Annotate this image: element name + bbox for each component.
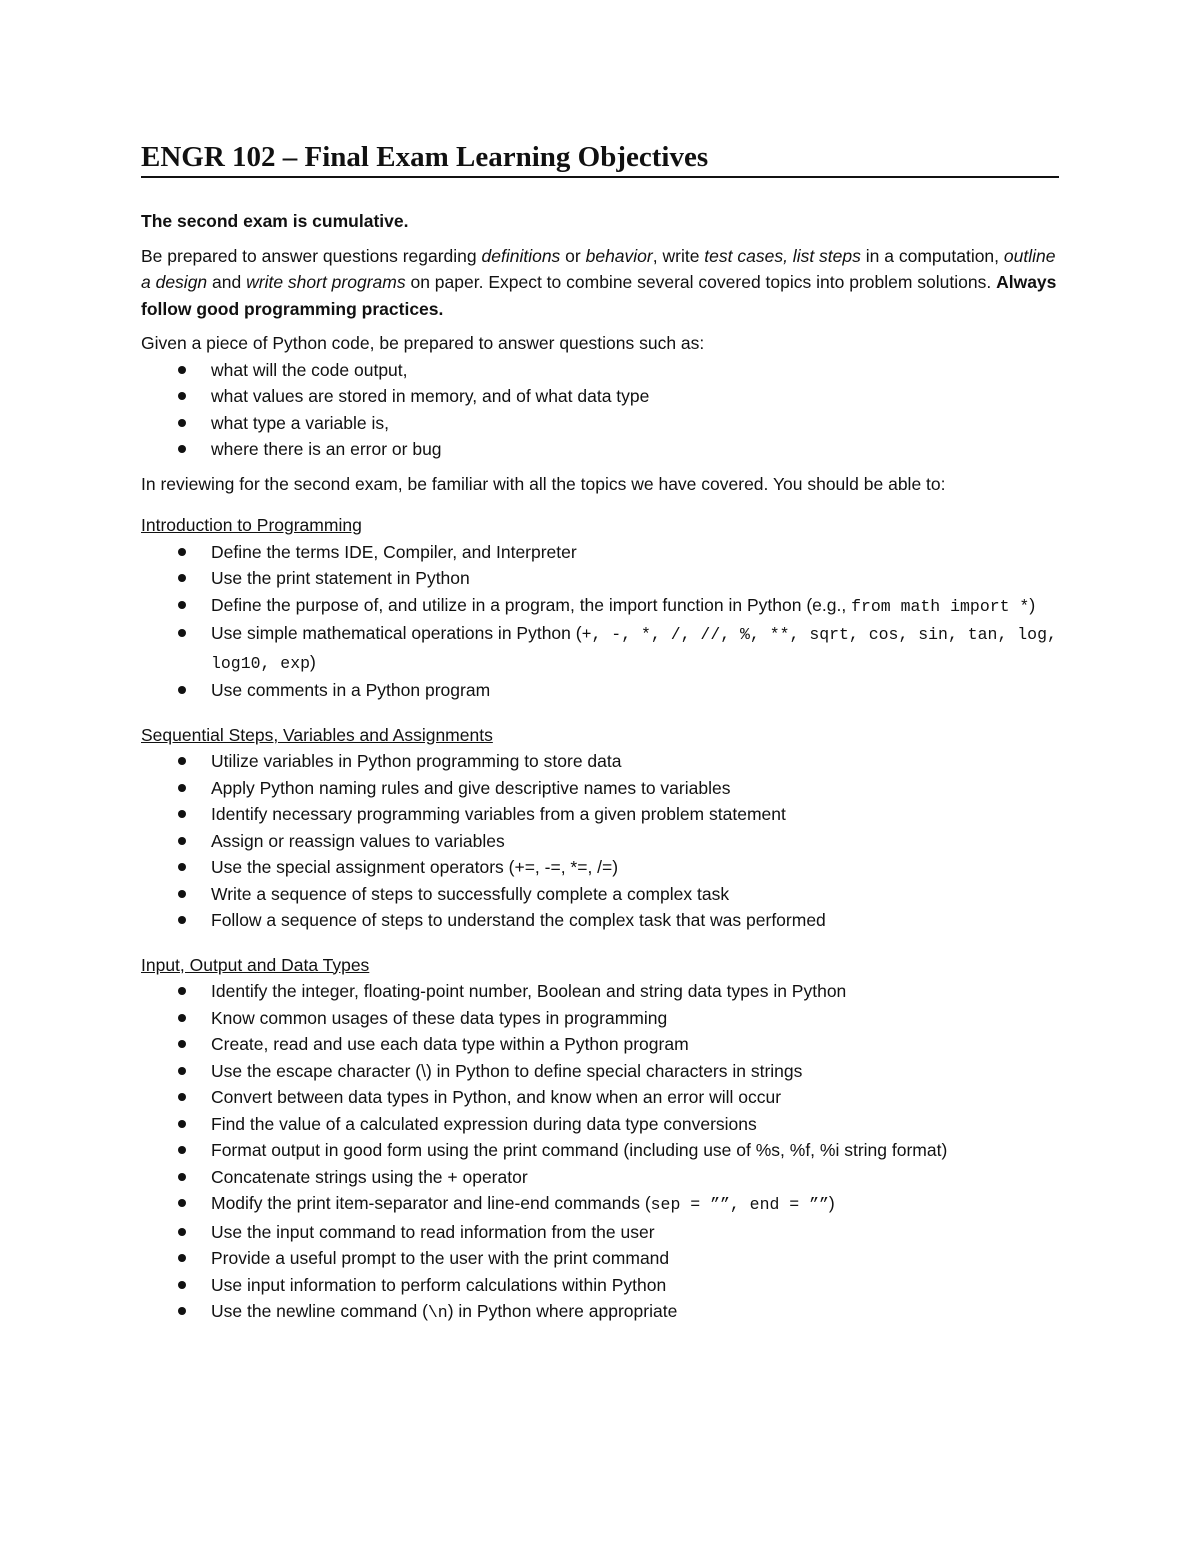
- bullet-icon: [178, 686, 186, 694]
- list-item-text: Define the terms IDE, Compiler, and Interpreter: [211, 541, 577, 562]
- list-item: [141, 383, 1059, 410]
- list-item-text: Convert between data types in Python, and know when an error will occur: [211, 1087, 782, 1107]
- bullet-icon: [178, 916, 186, 924]
- bullet-icon: [178, 601, 186, 609]
- list-item-text: Concatenate strings using the + operator: [211, 1166, 528, 1187]
- list-item-text: Use the input command to read information from the user: [211, 1221, 655, 1242]
- prep-test-cases: test cases, list steps: [704, 245, 861, 266]
- list-item-text: Define the purpose of, and utilize in a program, the import function in Python (e.g.,: [211, 594, 852, 615]
- list-item: [141, 592, 1059, 621]
- list-item: [141, 410, 1059, 437]
- list-item-text: ): [310, 651, 316, 672]
- bullet-icon: [178, 1173, 186, 1181]
- list-item: [141, 1245, 1059, 1272]
- given-intro: Given a piece of Python code, be prepared to answer questions such as:: [141, 333, 705, 353]
- list-item-text: Write a sequence of steps to successfully complete a complex task: [211, 883, 730, 904]
- list-item-text: what will the code output,: [211, 359, 408, 380]
- section-heading-sequential: Sequential Steps, Variables and Assignments: [141, 724, 493, 745]
- list-item: [141, 677, 1059, 704]
- bullet-icon: [178, 1040, 186, 1048]
- list-item-text: what type a variable is,: [211, 412, 390, 433]
- list-item: [141, 1272, 1059, 1299]
- list-item-text: Provide a useful prompt to the user with the print command: [211, 1248, 670, 1268]
- bullet-icon: [178, 1093, 186, 1101]
- cumulative-note: [141, 208, 1059, 235]
- code-snippet: +, -, *, /, //, %, **, sqrt, cos, sin, tan, log, log10, exp: [211, 625, 1057, 673]
- prep-always: Always follow good programming practices.: [141, 272, 1057, 319]
- list-item: [141, 1164, 1059, 1191]
- list-item-text: Identify necessary programming variables from a given problem statement: [211, 804, 786, 824]
- prep-definitions: definitions: [481, 245, 561, 266]
- bullet-icon: [178, 890, 186, 898]
- list-item-text: Use input information to perform calculations within Python: [211, 1274, 667, 1295]
- list-item: [141, 775, 1059, 802]
- list-item-text: Format output in good form using the print command (including use of %s, %f, %i string format): [211, 1140, 948, 1160]
- section-heading-intro: Introduction to Programming: [141, 515, 362, 535]
- bullet-icon: [178, 629, 186, 637]
- bullet-icon: [178, 548, 186, 556]
- prep-text-1: Be prepared to answer questions regarding: [141, 245, 482, 266]
- list-item: [141, 854, 1059, 881]
- list-item: [141, 1190, 1059, 1219]
- bullet-icon: [178, 1014, 186, 1022]
- page-title: ENGR 102 – Final Exam Learning Objectives: [141, 140, 1059, 178]
- list-item-text: Find the value of a calculated expression during data type conversions: [211, 1113, 757, 1134]
- prep-text-3: , write: [652, 245, 705, 266]
- list-item: [141, 1084, 1059, 1111]
- bullet-icon: [178, 863, 186, 871]
- bullet-icon: [178, 445, 186, 453]
- prep-text-4: in a computation,: [860, 245, 1004, 266]
- prep-text-5: and: [207, 272, 247, 292]
- list-item-text: Use the escape character (\) in Python to define special characters in strings: [211, 1060, 803, 1081]
- sequential-list: [141, 748, 1059, 934]
- prep-paragraph: [141, 243, 1059, 323]
- list-item: [141, 1031, 1059, 1058]
- list-item-text: Use simple mathematical operations in Python (: [211, 623, 582, 643]
- given-list: [141, 357, 1059, 463]
- reviewing-paragraph: In reviewing for the second exam, be familiar with all the topics we have covered. You should be able to:: [141, 473, 946, 494]
- list-item: [141, 357, 1059, 384]
- list-item-text: ): [828, 1193, 835, 1213]
- list-item: [141, 436, 1059, 463]
- prep-outline: outline a design: [141, 245, 1056, 292]
- bullet-icon: [178, 784, 186, 792]
- bullet-icon: [178, 1199, 186, 1207]
- list-item-text: ) in Python where appropriate: [447, 1301, 678, 1321]
- list-item: [141, 801, 1059, 828]
- list-item: [141, 620, 1059, 677]
- list-item: [141, 1111, 1059, 1138]
- prep-write-short: write short programs: [246, 272, 406, 292]
- list-item: [141, 565, 1059, 592]
- list-item-text: Assign or reassign values to variables: [211, 830, 505, 851]
- bullet-icon: [178, 1228, 186, 1236]
- bullet-icon: [178, 1281, 186, 1289]
- list-item-text: Follow a sequence of steps to understand the complex task that was performed: [211, 910, 826, 930]
- prep-text-6: on paper. Expect to combine several covered topics into problem solutions.: [405, 272, 997, 292]
- list-item-text: Use the special assignment operators (+=, -=, *=, /=): [211, 857, 619, 877]
- document-content: [141, 140, 1059, 1327]
- list-item: [141, 1137, 1059, 1164]
- bullet-icon: [178, 837, 186, 845]
- list-item: [141, 1219, 1059, 1246]
- list-item-text: Use comments in a Python program: [211, 680, 491, 700]
- section-heading-io: Input, Output and Data Types: [141, 954, 370, 975]
- list-item-text: Modify the print item-separator and line-end commands (: [211, 1193, 651, 1213]
- list-item-text: Create, read and use each data type within a Python program: [211, 1034, 689, 1054]
- list-item: [141, 1298, 1059, 1327]
- bullet-icon: [178, 1120, 186, 1128]
- bullet-icon: [178, 392, 186, 400]
- list-item: [141, 1005, 1059, 1032]
- bullet-icon: [178, 1254, 186, 1262]
- list-item-text: Apply Python naming rules and give descriptive names to variables: [211, 777, 731, 798]
- list-item-text: ): [1029, 594, 1036, 615]
- list-item: [141, 978, 1059, 1005]
- bullet-icon: [178, 419, 186, 427]
- code-snippet: sep = ””, end = ””: [650, 1195, 829, 1214]
- list-item: [141, 881, 1059, 908]
- bullet-icon: [178, 810, 186, 818]
- list-item-text: where there is an error or bug: [211, 439, 442, 459]
- list-item: [141, 907, 1059, 934]
- io-list: [141, 978, 1059, 1327]
- code-snippet: from math import *: [851, 596, 1030, 616]
- prep-text-2: or: [560, 245, 586, 266]
- list-item: [141, 1058, 1059, 1085]
- bullet-icon: [178, 757, 186, 765]
- list-item-text: Use the print statement in Python: [211, 568, 470, 588]
- cumulative-text: The second exam is cumulative.: [141, 211, 409, 231]
- bullet-icon: [178, 987, 186, 995]
- bullet-icon: [178, 1067, 186, 1075]
- list-item: [141, 539, 1059, 566]
- bullet-icon: [178, 1146, 186, 1154]
- list-item-text: Know common usages of these data types in programming: [211, 1007, 668, 1028]
- list-item-text: Utilize variables in Python programming to store data: [211, 751, 622, 771]
- bullet-icon: [178, 574, 186, 582]
- list-item-text: Identify the integer, floating-point number, Boolean and string data types in Python: [211, 981, 847, 1001]
- list-item-text: Use the newline command (: [211, 1301, 428, 1321]
- list-item: [141, 748, 1059, 775]
- list-item-text: what values are stored in memory, and of what data type: [211, 386, 650, 406]
- list-item: [141, 828, 1059, 855]
- prep-behavior: behavior: [585, 245, 653, 266]
- bullet-icon: [178, 366, 186, 374]
- code-snippet: \n: [427, 1303, 448, 1322]
- intro-list: [141, 539, 1059, 704]
- bullet-icon: [178, 1307, 186, 1315]
